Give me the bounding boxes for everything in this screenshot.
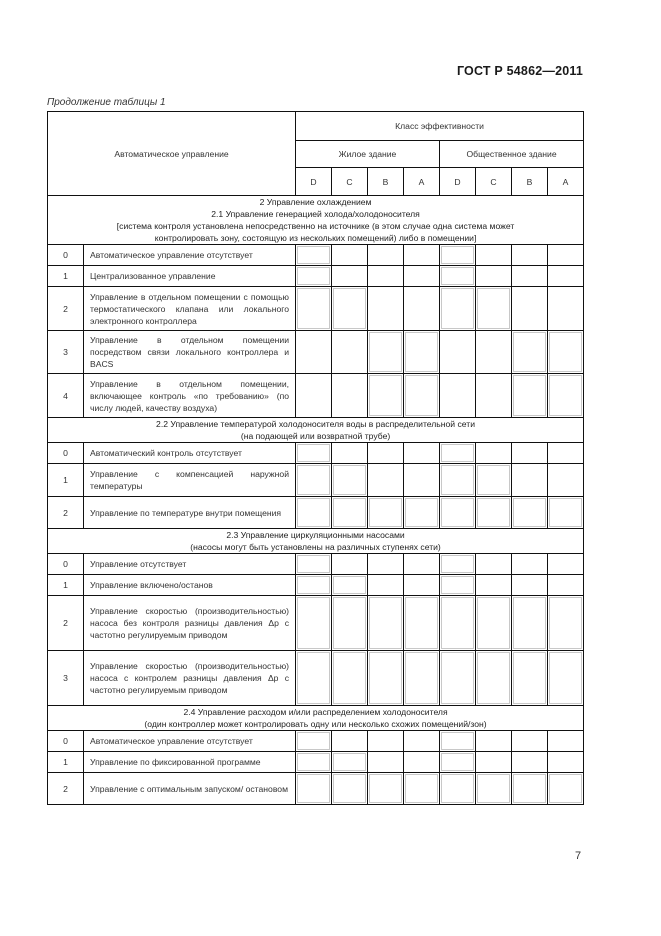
class-cell-c bbox=[476, 651, 512, 706]
class-cell-a bbox=[548, 773, 584, 805]
class-cell-b bbox=[512, 464, 548, 497]
class-cell-b bbox=[512, 266, 548, 287]
row-description: Управление скоростью (производительностью) насоса с контролем разницы давления Δp с частотно регулируемым приводом bbox=[84, 651, 296, 706]
class-cell-d bbox=[296, 443, 332, 464]
class-cell-a bbox=[548, 287, 584, 331]
class-cell-b bbox=[368, 497, 404, 529]
class-cell-d bbox=[440, 554, 476, 575]
row-description: Управление скоростью (производительностью) насоса без контроля разницы давления Δp с частотно регулируемым приводом bbox=[84, 596, 296, 651]
section-title-line: контролировать зону, состоящую из нескольких помещений) либо в помещении] bbox=[154, 233, 477, 243]
class-cell-a bbox=[404, 497, 440, 529]
class-cell-c bbox=[476, 575, 512, 596]
header-class-b: B bbox=[368, 168, 404, 196]
class-cell-b bbox=[368, 443, 404, 464]
class-cell-c bbox=[476, 331, 512, 374]
header-class-d: D bbox=[440, 168, 476, 196]
table-row bbox=[48, 575, 584, 596]
class-cell-b bbox=[512, 731, 548, 752]
class-cell-b bbox=[512, 287, 548, 331]
row-description: Управление отсутствует bbox=[84, 554, 296, 575]
class-cell-c bbox=[476, 374, 512, 418]
row-description: Управление по температуре внутри помещения bbox=[84, 497, 296, 529]
row-level-number: 2 bbox=[48, 596, 84, 651]
table-row bbox=[48, 266, 584, 287]
section-title bbox=[48, 706, 584, 731]
header-efficiency-class: Класс эффективности bbox=[296, 112, 584, 141]
section-title bbox=[48, 196, 584, 245]
class-cell-c bbox=[332, 773, 368, 805]
header-class-a: A bbox=[404, 168, 440, 196]
class-cell-c bbox=[476, 287, 512, 331]
class-cell-a bbox=[404, 266, 440, 287]
class-cell-c bbox=[476, 773, 512, 805]
section-title-line: 2.3 Управление циркуляционными насосами bbox=[226, 530, 405, 540]
class-cell-b bbox=[368, 287, 404, 331]
row-description: Управление в отдельном помещении, включающее контроль «по требованию» (по числу людей, качеству воздуха) bbox=[84, 374, 296, 418]
class-cell-b bbox=[368, 731, 404, 752]
class-cell-a bbox=[548, 651, 584, 706]
class-cell-a bbox=[404, 287, 440, 331]
class-cell-a bbox=[404, 374, 440, 418]
class-cell-c bbox=[476, 752, 512, 773]
class-cell-a bbox=[404, 554, 440, 575]
row-description: Управление в отдельном помещении с помощью термостатического клапана или локального электронного контроллера bbox=[84, 287, 296, 331]
table-row bbox=[48, 245, 584, 266]
class-cell-c bbox=[332, 554, 368, 575]
row-level-number: 2 bbox=[48, 497, 84, 529]
class-cell-a bbox=[548, 554, 584, 575]
class-cell-d bbox=[440, 266, 476, 287]
class-cell-b bbox=[368, 464, 404, 497]
class-cell-d bbox=[296, 596, 332, 651]
header-public-building: Общественное здание bbox=[440, 141, 584, 168]
table-row bbox=[48, 464, 584, 497]
class-cell-d bbox=[440, 443, 476, 464]
table-row bbox=[48, 374, 584, 418]
document-id: ГОСТ Р 54862—2011 bbox=[456, 64, 583, 78]
class-cell-a bbox=[548, 596, 584, 651]
class-cell-a bbox=[548, 331, 584, 374]
class-cell-b bbox=[368, 331, 404, 374]
class-cell-d bbox=[296, 245, 332, 266]
row-level-number: 0 bbox=[48, 245, 84, 266]
section-title bbox=[48, 529, 584, 554]
row-level-number: 1 bbox=[48, 752, 84, 773]
row-level-number: 1 bbox=[48, 266, 84, 287]
row-level-number: 2 bbox=[48, 287, 84, 331]
class-cell-b bbox=[512, 331, 548, 374]
class-cell-c bbox=[476, 554, 512, 575]
class-cell-d bbox=[296, 575, 332, 596]
class-cell-d bbox=[296, 374, 332, 418]
class-cell-b bbox=[512, 651, 548, 706]
class-cell-d bbox=[296, 464, 332, 497]
class-cell-a bbox=[404, 731, 440, 752]
section-title-line: 2 Управление охлаждением bbox=[259, 197, 372, 207]
class-cell-a bbox=[548, 443, 584, 464]
class-cell-c bbox=[332, 245, 368, 266]
class-cell-b bbox=[368, 575, 404, 596]
class-cell-a bbox=[404, 651, 440, 706]
class-cell-a bbox=[548, 575, 584, 596]
row-description: Управление включено/останов bbox=[84, 575, 296, 596]
table-row bbox=[48, 443, 584, 464]
class-cell-b bbox=[512, 443, 548, 464]
class-cell-a bbox=[404, 752, 440, 773]
section-header-row bbox=[48, 418, 584, 443]
row-level-number: 1 bbox=[48, 575, 84, 596]
table-row bbox=[48, 731, 584, 752]
class-cell-b bbox=[512, 554, 548, 575]
class-cell-a bbox=[404, 331, 440, 374]
class-cell-a bbox=[548, 245, 584, 266]
class-cell-d bbox=[440, 287, 476, 331]
table-row bbox=[48, 497, 584, 529]
row-level-number: 0 bbox=[48, 443, 84, 464]
class-cell-d bbox=[296, 773, 332, 805]
class-cell-c bbox=[476, 266, 512, 287]
header-class-c: C bbox=[332, 168, 368, 196]
class-cell-a bbox=[548, 731, 584, 752]
class-cell-a bbox=[548, 752, 584, 773]
class-cell-c bbox=[476, 731, 512, 752]
class-cell-a bbox=[548, 266, 584, 287]
class-cell-d bbox=[440, 752, 476, 773]
class-cell-d bbox=[296, 287, 332, 331]
class-cell-d bbox=[296, 331, 332, 374]
class-cell-c bbox=[476, 443, 512, 464]
section-title-line: 2.2 Управление температурой холодоносителя воды в распределительной сети bbox=[156, 419, 476, 429]
table-row bbox=[48, 331, 584, 374]
class-cell-a bbox=[548, 374, 584, 418]
class-cell-a bbox=[404, 245, 440, 266]
class-cell-c bbox=[332, 596, 368, 651]
class-cell-b bbox=[512, 374, 548, 418]
class-cell-a bbox=[548, 464, 584, 497]
table-row bbox=[48, 752, 584, 773]
class-cell-d bbox=[440, 464, 476, 497]
class-cell-a bbox=[404, 575, 440, 596]
row-description: Управление с оптимальным запуском/ остановом bbox=[84, 773, 296, 805]
class-cell-a bbox=[404, 464, 440, 497]
class-cell-b bbox=[368, 752, 404, 773]
class-cell-c bbox=[332, 266, 368, 287]
table-caption: Продолжение таблицы 1 bbox=[47, 97, 166, 108]
class-cell-d bbox=[440, 374, 476, 418]
class-cell-d bbox=[296, 651, 332, 706]
class-cell-c bbox=[332, 575, 368, 596]
class-cell-d bbox=[440, 731, 476, 752]
class-cell-c bbox=[332, 443, 368, 464]
table-row bbox=[48, 554, 584, 575]
section-title bbox=[48, 418, 584, 443]
header-class-b: B bbox=[512, 168, 548, 196]
section-header-row bbox=[48, 196, 584, 245]
class-cell-c bbox=[332, 497, 368, 529]
section-title-line: 2.1 Управление генерацией холода/холодоносителя bbox=[211, 209, 420, 219]
section-header-row bbox=[48, 529, 584, 554]
class-cell-d bbox=[440, 497, 476, 529]
class-cell-d bbox=[440, 773, 476, 805]
table-row bbox=[48, 773, 584, 805]
section-header-row bbox=[48, 706, 584, 731]
row-description: Управление в отдельном помещении посредством связи локального контроллера и BACS bbox=[84, 331, 296, 374]
class-cell-d bbox=[296, 266, 332, 287]
class-cell-c bbox=[332, 731, 368, 752]
class-cell-d bbox=[296, 752, 332, 773]
row-level-number: 4 bbox=[48, 374, 84, 418]
class-cell-d bbox=[296, 731, 332, 752]
class-cell-b bbox=[512, 575, 548, 596]
section-title-line: 2.4 Управление расходом и/или распределением холодоносителя bbox=[183, 707, 448, 717]
class-cell-d bbox=[296, 497, 332, 529]
section-title-line: (насосы могут быть установлены на различных ступенях сети) bbox=[190, 542, 441, 552]
class-cell-a bbox=[404, 773, 440, 805]
class-cell-c bbox=[476, 596, 512, 651]
row-description: Автоматический контроль отсутствует bbox=[84, 443, 296, 464]
header-class-a: A bbox=[548, 168, 584, 196]
class-cell-a bbox=[404, 596, 440, 651]
class-cell-b bbox=[512, 752, 548, 773]
class-cell-d bbox=[440, 596, 476, 651]
row-level-number: 3 bbox=[48, 331, 84, 374]
class-cell-b bbox=[512, 773, 548, 805]
class-cell-c bbox=[476, 245, 512, 266]
efficiency-class-table bbox=[47, 111, 584, 805]
class-cell-b bbox=[368, 374, 404, 418]
class-cell-d bbox=[440, 331, 476, 374]
class-cell-c bbox=[332, 464, 368, 497]
section-title-line: (один контроллер может контролировать одну или несколько схожих помещений/зон) bbox=[144, 719, 487, 729]
class-cell-a bbox=[404, 443, 440, 464]
class-cell-c bbox=[332, 287, 368, 331]
class-cell-d bbox=[296, 554, 332, 575]
row-level-number: 0 bbox=[48, 731, 84, 752]
section-title-line: [система контроля установлена непосредственно на источнике (в этом случае одна система может bbox=[116, 221, 515, 231]
class-cell-d bbox=[440, 245, 476, 266]
class-cell-d bbox=[440, 575, 476, 596]
class-cell-b bbox=[368, 596, 404, 651]
header-class-c: C bbox=[476, 168, 512, 196]
row-level-number: 2 bbox=[48, 773, 84, 805]
class-cell-b bbox=[368, 245, 404, 266]
class-cell-c bbox=[476, 464, 512, 497]
row-description: Управление по фиксированной программе bbox=[84, 752, 296, 773]
class-cell-d bbox=[440, 651, 476, 706]
table-row bbox=[48, 651, 584, 706]
class-cell-c bbox=[476, 497, 512, 529]
class-cell-b bbox=[512, 596, 548, 651]
header-automatic-control: Автоматическое управление bbox=[48, 112, 296, 196]
table-row bbox=[48, 596, 584, 651]
table-row bbox=[48, 287, 584, 331]
row-description: Централизованное управление bbox=[84, 266, 296, 287]
section-title-line: (на подающей или возвратной трубе) bbox=[240, 431, 391, 441]
class-cell-a bbox=[548, 497, 584, 529]
class-cell-c bbox=[332, 752, 368, 773]
class-cell-c bbox=[332, 374, 368, 418]
class-cell-b bbox=[368, 266, 404, 287]
header-residential-building: Жилое здание bbox=[296, 141, 440, 168]
class-cell-b bbox=[368, 773, 404, 805]
page-number: 7 bbox=[575, 850, 582, 862]
class-cell-b bbox=[368, 651, 404, 706]
row-description: Управление с компенсацией наружной температуры bbox=[84, 464, 296, 497]
row-level-number: 3 bbox=[48, 651, 84, 706]
header-class-d: D bbox=[296, 168, 332, 196]
class-cell-b bbox=[512, 497, 548, 529]
class-cell-b bbox=[368, 554, 404, 575]
class-cell-c bbox=[332, 651, 368, 706]
row-level-number: 0 bbox=[48, 554, 84, 575]
class-cell-b bbox=[512, 245, 548, 266]
row-level-number: 1 bbox=[48, 464, 84, 497]
class-cell-c bbox=[332, 331, 368, 374]
row-description: Автоматическое управление отсутствует bbox=[84, 245, 296, 266]
row-description: Автоматическое управление отсутствует bbox=[84, 731, 296, 752]
